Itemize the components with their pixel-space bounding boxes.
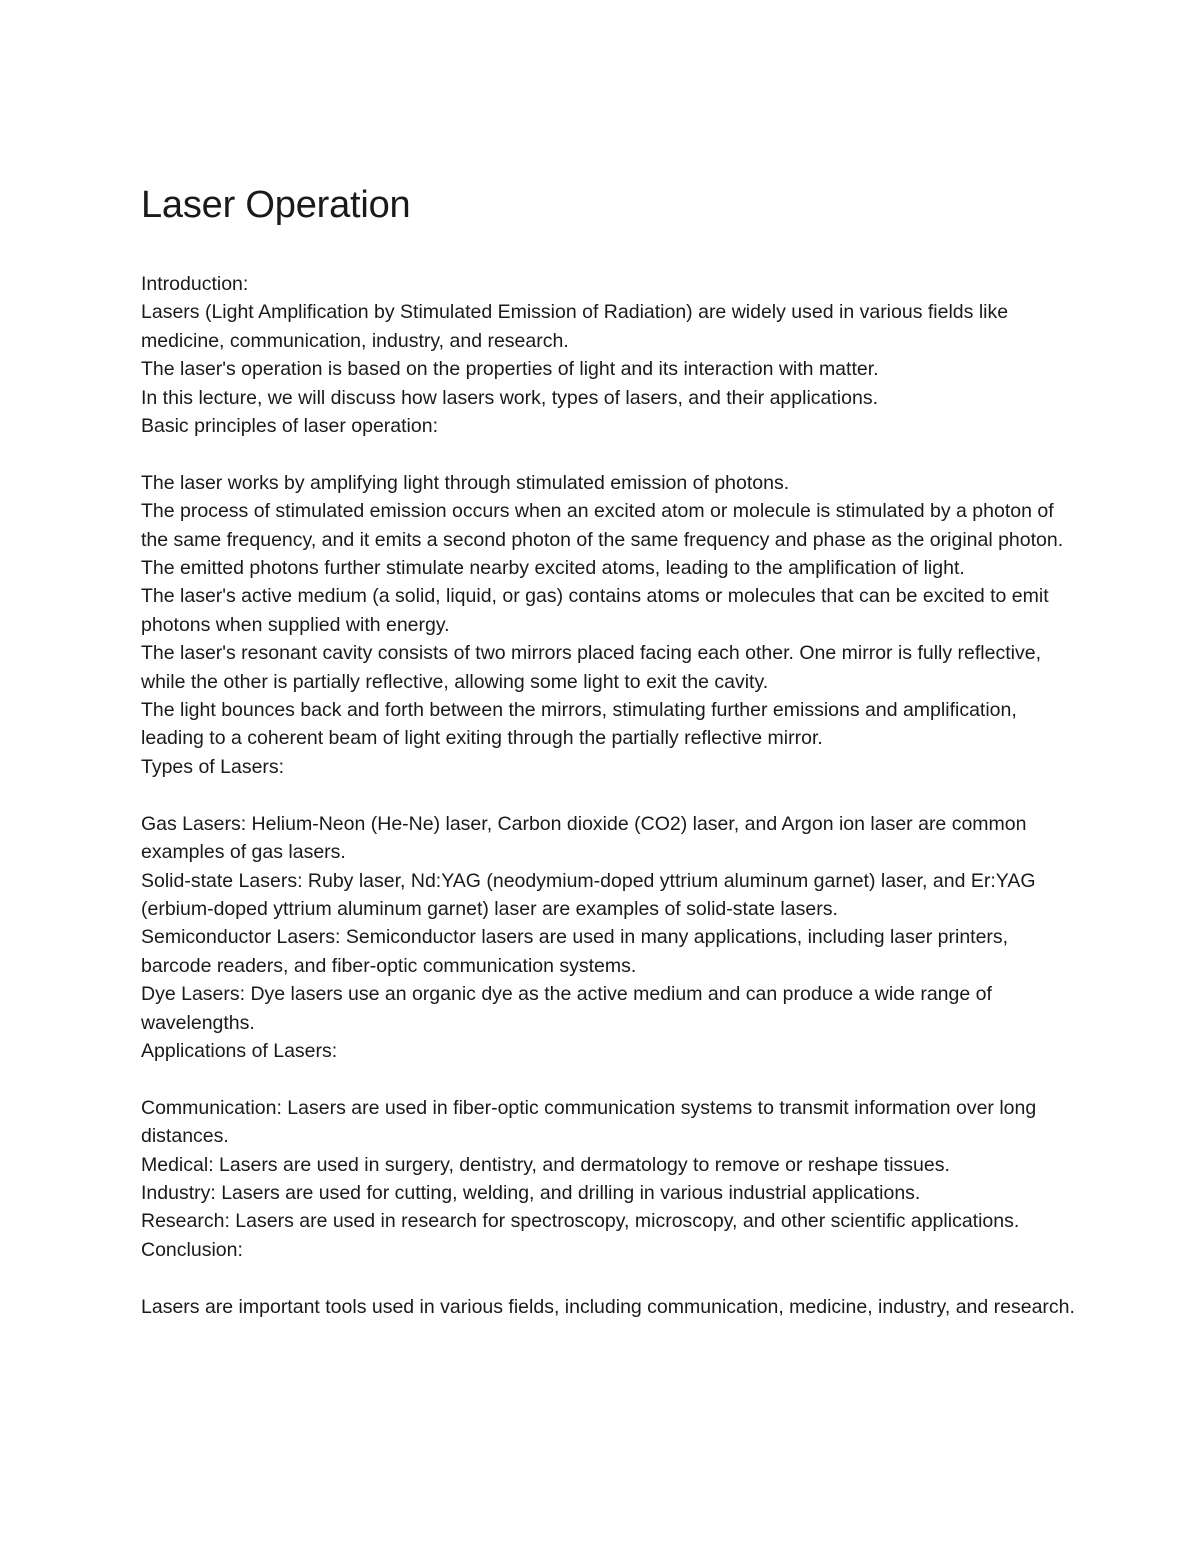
paragraph: Semiconductor Lasers: Semiconductor lasers are used in many applications, including laser printers, barcode readers, and fiber-optic communication systems. [141, 926, 1009, 977]
paragraph: Research: Lasers are used in research for spectroscopy, microscopy, and other scientific applications. [141, 1210, 1020, 1233]
paragraph: The laser's active medium (a solid, liquid, or gas) contains atoms or molecules that can be excited to emit photons when supplied with energy. [141, 585, 1049, 636]
document-page [141, 180, 1081, 1321]
section-heading-basic-principles: Basic principles of laser operation: [141, 415, 438, 438]
paragraph: Dye Lasers: Dye lasers use an organic dye as the active medium and can produce a wide range of wavelengths. [141, 983, 992, 1034]
section-heading-conclusion: Conclusion: [141, 1238, 243, 1261]
paragraph: In this lecture, we will discuss how lasers work, types of lasers, and their applications. [141, 386, 878, 409]
paragraph: Communication: Lasers are used in fiber-optic communication systems to transmit information over long distances. [141, 1096, 1037, 1148]
paragraph: The laser works by amplifying light through stimulated emission of photons. [141, 471, 790, 494]
paragraph: Gas Lasers: Helium-Neon (He-Ne) laser, Carbon dioxide (CO2) laser, and Argon ion laser are common examples of gas lasers. [141, 812, 1027, 864]
blank-line [141, 781, 1081, 809]
paragraph: The emitted photons further stimulate nearby excited atoms, leading to the amplification of light. [141, 557, 965, 580]
paragraph: Solid-state Lasers: Ruby laser, Nd:YAG (neodymium-doped yttrium aluminum garnet) laser, and Er:YAG (erbium-doped yttrium aluminum garnet) laser are examples of solid-state lasers. [141, 869, 1036, 920]
paragraph: The laser's resonant cavity consists of two mirrors placed facing each other. One mirror is fully reflective, while the other is partially reflective, allowing some light to exit the cavity. [141, 642, 1041, 693]
paragraph: The process of stimulated emission occurs when an excited atom or molecule is stimulated by a photon of the same frequency, and it emits a second photon of the same frequency and phase as the original photon. [141, 500, 1064, 551]
paragraph: Medical: Lasers are used in surgery, dentistry, and dermatology to remove or reshape tissues. [141, 1153, 950, 1176]
section-heading-applications: Applications of Lasers: [141, 1039, 338, 1062]
blank-line [141, 1264, 1081, 1292]
blank-line [141, 1065, 1081, 1093]
paragraph: Lasers are important tools used in various fields, including communication, medicine, industry, and research. [141, 1295, 1075, 1318]
document-title: Laser Operation [141, 184, 411, 226]
paragraph: Lasers (Light Amplification by Stimulated Emission of Radiation) are widely used in various fields like medicine, communication, industry, and research. [141, 301, 1009, 352]
paragraph: Industry: Lasers are used for cutting, welding, and drilling in various industrial applications. [141, 1181, 921, 1204]
blank-line [141, 440, 1081, 468]
paragraph: The laser's operation is based on the properties of light and its interaction with matter. [141, 358, 879, 381]
section-heading-introduction: Introduction: [141, 273, 249, 295]
document-body [141, 270, 1081, 1321]
section-heading-types-of-lasers: Types of Lasers: [141, 755, 285, 778]
paragraph: The light bounces back and forth between the mirrors, stimulating further emissions and amplification, leading to a coherent beam of light exiting through the partially reflective mirror. [141, 699, 1017, 750]
